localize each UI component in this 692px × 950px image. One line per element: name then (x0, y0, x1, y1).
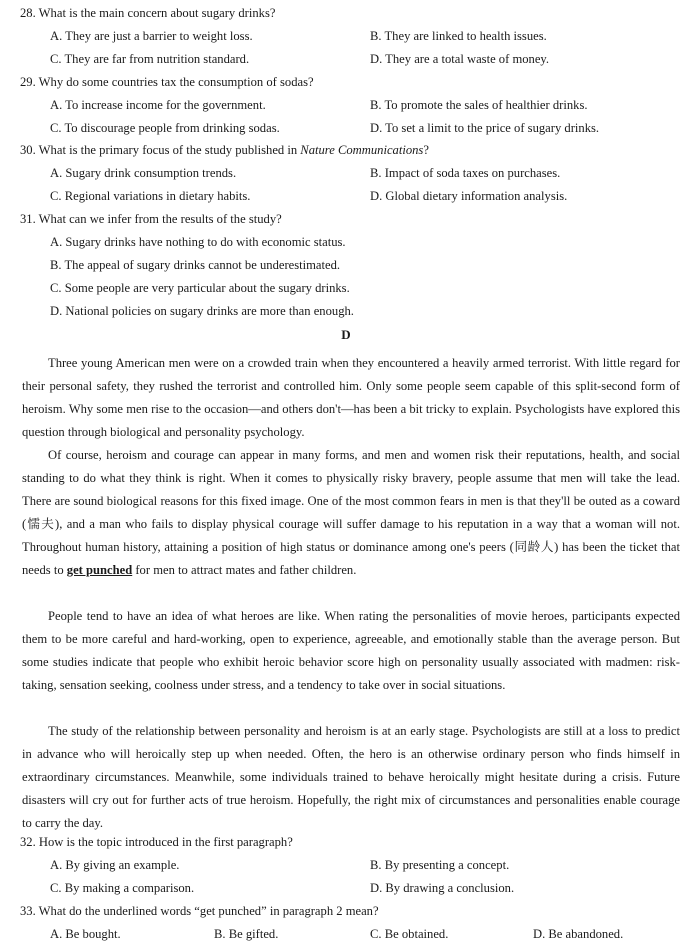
question-31 (20, 212, 282, 227)
option-32-a[interactable]: A. By giving an example. (50, 858, 180, 872)
question-number: 32. (20, 835, 36, 849)
option-29-b[interactable]: B. To promote the sales of healthier drinks. (370, 98, 588, 112)
option-30-b[interactable]: B. Impact of soda taxes on purchases. (370, 166, 561, 180)
question-number: 31. (20, 212, 36, 226)
option-30-c[interactable]: C. Regional variations in dietary habits. (50, 189, 251, 203)
passage-paragraph-4: The study of the relationship between personality and heroism is at an early stage. Psychologists are still at a loss to predict in advance who will heroically step up when needed. Often, the hero is an otherwise ordinary person who finds himself in extraordinary circumstances. Meanwhile, some individuals trained to behave heroically might hesitate during a crisis. Future disasters will cry out for further acts of true heroism. Hopefully, the right mix of circumstances and personalities enable courage to carry the day. (22, 724, 680, 830)
question-stem: How is the topic introduced in the first paragraph? (38, 835, 293, 849)
option-31-a[interactable]: A. Sugary drinks have nothing to do with economic status. (50, 235, 346, 249)
question-28 (20, 6, 275, 21)
question-33 (20, 904, 379, 919)
option-29-c[interactable]: C. To discourage people from drinking sodas. (50, 121, 280, 135)
option-31-c[interactable]: C. Some people are very particular about the sugary drinks. (50, 281, 350, 295)
question-stem: What is the primary focus of the study published in Nature Communications? (38, 143, 429, 157)
question-stem: Why do some countries tax the consumption of sodas? (38, 75, 314, 89)
question-number: 29. (20, 75, 36, 89)
question-number: 33. (20, 904, 36, 918)
option-33-d[interactable]: D. Be abandoned. (533, 927, 624, 941)
option-33-c[interactable]: C. Be obtained. (370, 927, 449, 941)
question-stem: What is the main concern about sugary drinks? (38, 6, 276, 20)
passage-paragraph-3: People tend to have an idea of what heroes are like. When rating the personalities of movie heroes, participants expected them to be more careful and hard-working, open to experience, agreeable, and emotionally stable than the average person. But some studies indicate that people who exhibit heroic behavior score high on personality usually associated with madmen: risk-taking, sensation seeking, coolness under stress, and a tendency to take over in social situations. (22, 609, 680, 692)
option-31-b[interactable]: B. The appeal of sugary drinks cannot be underestimated. (50, 258, 341, 272)
question-29 (20, 75, 314, 90)
option-33-b[interactable]: B. Be gifted. (214, 927, 279, 941)
question-number: 30. (20, 143, 36, 157)
option-28-b[interactable]: B. They are linked to health issues. (370, 29, 547, 43)
option-32-c[interactable]: C. By making a comparison. (50, 881, 195, 895)
option-31-d[interactable]: D. National policies on sugary drinks are more than enough. (50, 304, 354, 318)
option-30-a[interactable]: A. Sugary drink consumption trends. (50, 166, 237, 180)
option-32-d[interactable]: D. By drawing a conclusion. (370, 881, 515, 895)
journal-title: Nature Communications (300, 143, 424, 157)
option-33-a[interactable]: A. Be bought. (50, 927, 121, 941)
question-number: 28. (20, 6, 36, 20)
section-heading: D (341, 327, 351, 342)
option-32-b[interactable]: B. By presenting a concept. (370, 858, 510, 872)
question-30 (20, 143, 429, 158)
option-29-a[interactable]: A. To increase income for the government. (50, 98, 266, 112)
underlined-phrase: get punched (66, 562, 133, 577)
option-28-c[interactable]: C. They are far from nutrition standard. (50, 52, 250, 66)
question-stem: What can we infer from the results of the study? (38, 212, 282, 226)
question-32 (20, 835, 293, 850)
option-30-d[interactable]: D. Global dietary information analysis. (370, 189, 568, 203)
option-28-a[interactable]: A. They are just a barrier to weight loss. (50, 29, 253, 43)
passage-paragraph-2: Of course, heroism and courage can appear in many forms, and men and women risk their reputations, health, and social standing to do what they think is right. When it comes to physically risky bravery, people assume that men will take the lead. There are sound biological reasons for this fixed image. One of the most common fears in men is that they'll be outed as a coward (懦夫), and a man who fails to display physical courage will suffer damage to his reputation in a way that a woman will not. Throughout human history, attaining a position of high status or dominance among one's peers (同龄人) has been the ticket that needs to get punched for men to attract mates and father children. (22, 448, 680, 577)
option-28-d[interactable]: D. They are a total waste of money. (370, 52, 550, 66)
passage-paragraph-1: Three young American men were on a crowded train when they encountered a heavily armed terrorist. With little regard for their personal safety, they rushed the terrorist and controlled him. Only some people seem capable of this split-second form of heroism. Why some men rise to the occasion—and others don't—has been a bit tricky to explain. Psychologists have explored this question through biological and personality psychology. (22, 356, 680, 439)
option-29-d[interactable]: D. To set a limit to the price of sugary drinks. (370, 121, 600, 135)
question-stem: What do the underlined words “get punched” in paragraph 2 mean? (38, 904, 379, 918)
